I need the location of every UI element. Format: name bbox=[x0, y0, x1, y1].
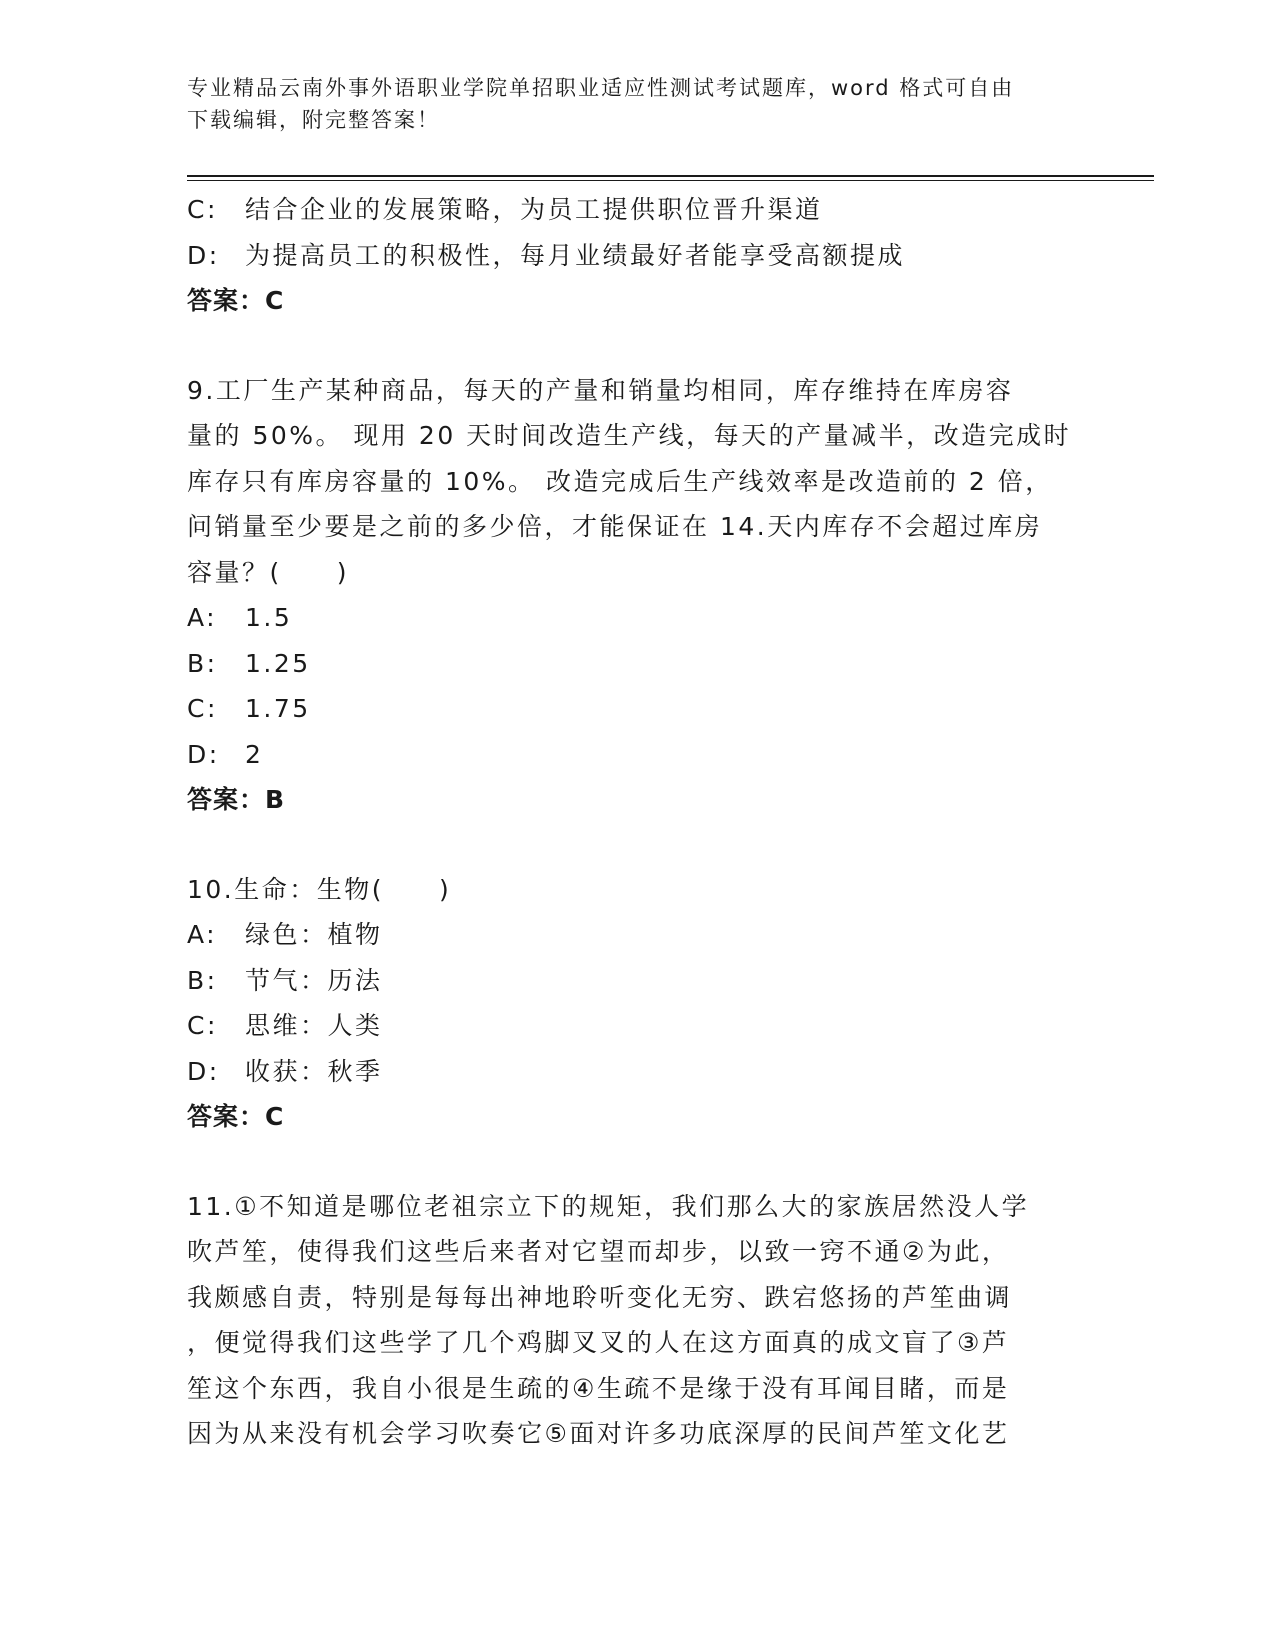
option-letter: D: bbox=[187, 739, 220, 769]
header-line-1: 专业精品云南外事外语职业学院单招职业适应性测试考试题库，word 格式可自由 bbox=[187, 76, 1015, 100]
question-text-line: 问销量至少要是之前的多少倍，才能保证在 14.天内库存不会超过库房 bbox=[187, 512, 1043, 541]
option-d bbox=[187, 233, 1087, 279]
option-letter: D: bbox=[187, 1056, 220, 1086]
question-11 bbox=[187, 1184, 1087, 1457]
answer-line: 答案：B bbox=[187, 785, 286, 814]
option-letter: C: bbox=[187, 1011, 218, 1040]
option-letter: C: bbox=[187, 195, 218, 224]
option-letter: A: bbox=[187, 920, 218, 949]
option-letter: A: bbox=[187, 603, 218, 632]
question-10 bbox=[187, 867, 1087, 1140]
question-text-line: 因为从来没有机会学习吹奏它⑤面对许多功底深厚的民间芦笙文化艺 bbox=[187, 1419, 1010, 1448]
question-text-line: 10.生命：生物( ) bbox=[187, 874, 452, 904]
option-text: 1.75 bbox=[245, 694, 311, 723]
option-c bbox=[187, 1003, 1087, 1049]
question-text-line: 量的 50%。 现用 20 天时间改造生产线，每天的产量减半，改造完成时 bbox=[187, 421, 1072, 450]
header-rule-thin bbox=[187, 180, 1154, 181]
option-text: 收获：秋季 bbox=[245, 1056, 383, 1086]
option-text: 结合企业的发展策略，为员工提供职位晋升渠道 bbox=[245, 195, 823, 224]
option-c bbox=[187, 686, 1087, 732]
option-text: 1.5 bbox=[245, 603, 293, 632]
question-text-line: 9.工厂生产某种商品，每天的产量和销量均相同，库存维持在库房容 bbox=[187, 375, 1014, 405]
option-letter: D: bbox=[187, 240, 220, 270]
answer-line: 答案：C bbox=[187, 286, 285, 315]
prev-question bbox=[187, 187, 1087, 324]
option-d bbox=[187, 1049, 1087, 1095]
question-text-line: 吹芦笙，使得我们这些后来者对它望而却步，以致一窍不通②为此， bbox=[187, 1237, 1010, 1266]
answer-line: 答案：C bbox=[187, 1102, 285, 1131]
option-text: 为提高员工的积极性，每月业绩最好者能享受高额提成 bbox=[245, 240, 906, 270]
page-header bbox=[187, 72, 1067, 136]
option-letter: B: bbox=[187, 965, 218, 995]
header-rule-thick bbox=[187, 175, 1154, 177]
option-text: 思维：人类 bbox=[245, 1011, 383, 1040]
question-9 bbox=[187, 368, 1087, 823]
option-b bbox=[187, 641, 1087, 687]
question-text-line: 容量？( ) bbox=[187, 557, 350, 587]
question-text-line: 我颇感自责，特别是每每出神地聆听变化无穷、跌宕悠扬的芦笙曲调 bbox=[187, 1282, 1013, 1312]
option-text: 绿色：植物 bbox=[245, 920, 383, 949]
header-line-2: 下载编辑，附完整答案！ bbox=[187, 108, 440, 132]
question-text-line: ，便觉得我们这些学了几个鸡脚叉叉的人在这方面真的成文盲了③芦 bbox=[187, 1328, 1010, 1357]
option-a bbox=[187, 595, 1087, 641]
option-b bbox=[187, 958, 1087, 1004]
option-text: 节气：历法 bbox=[245, 965, 383, 995]
option-text: 2 bbox=[245, 739, 264, 769]
option-text: 1.25 bbox=[245, 648, 311, 678]
question-text-line: 11.①不知道是哪位老祖宗立下的规矩，我们那么大的家族居然没人学 bbox=[187, 1191, 1030, 1221]
option-d bbox=[187, 732, 1087, 778]
option-c bbox=[187, 187, 1087, 233]
option-a bbox=[187, 912, 1087, 958]
option-letter: C: bbox=[187, 694, 218, 723]
question-text-line: 库存只有库房容量的 10%。 改造完成后生产线效率是改造前的 2 倍， bbox=[187, 466, 1053, 496]
document-body bbox=[187, 187, 1087, 1457]
question-text-line: 笙这个东西，我自小很是生疏的④生疏不是缘于没有耳闻目睹，而是 bbox=[187, 1373, 1010, 1403]
option-letter: B: bbox=[187, 648, 218, 678]
